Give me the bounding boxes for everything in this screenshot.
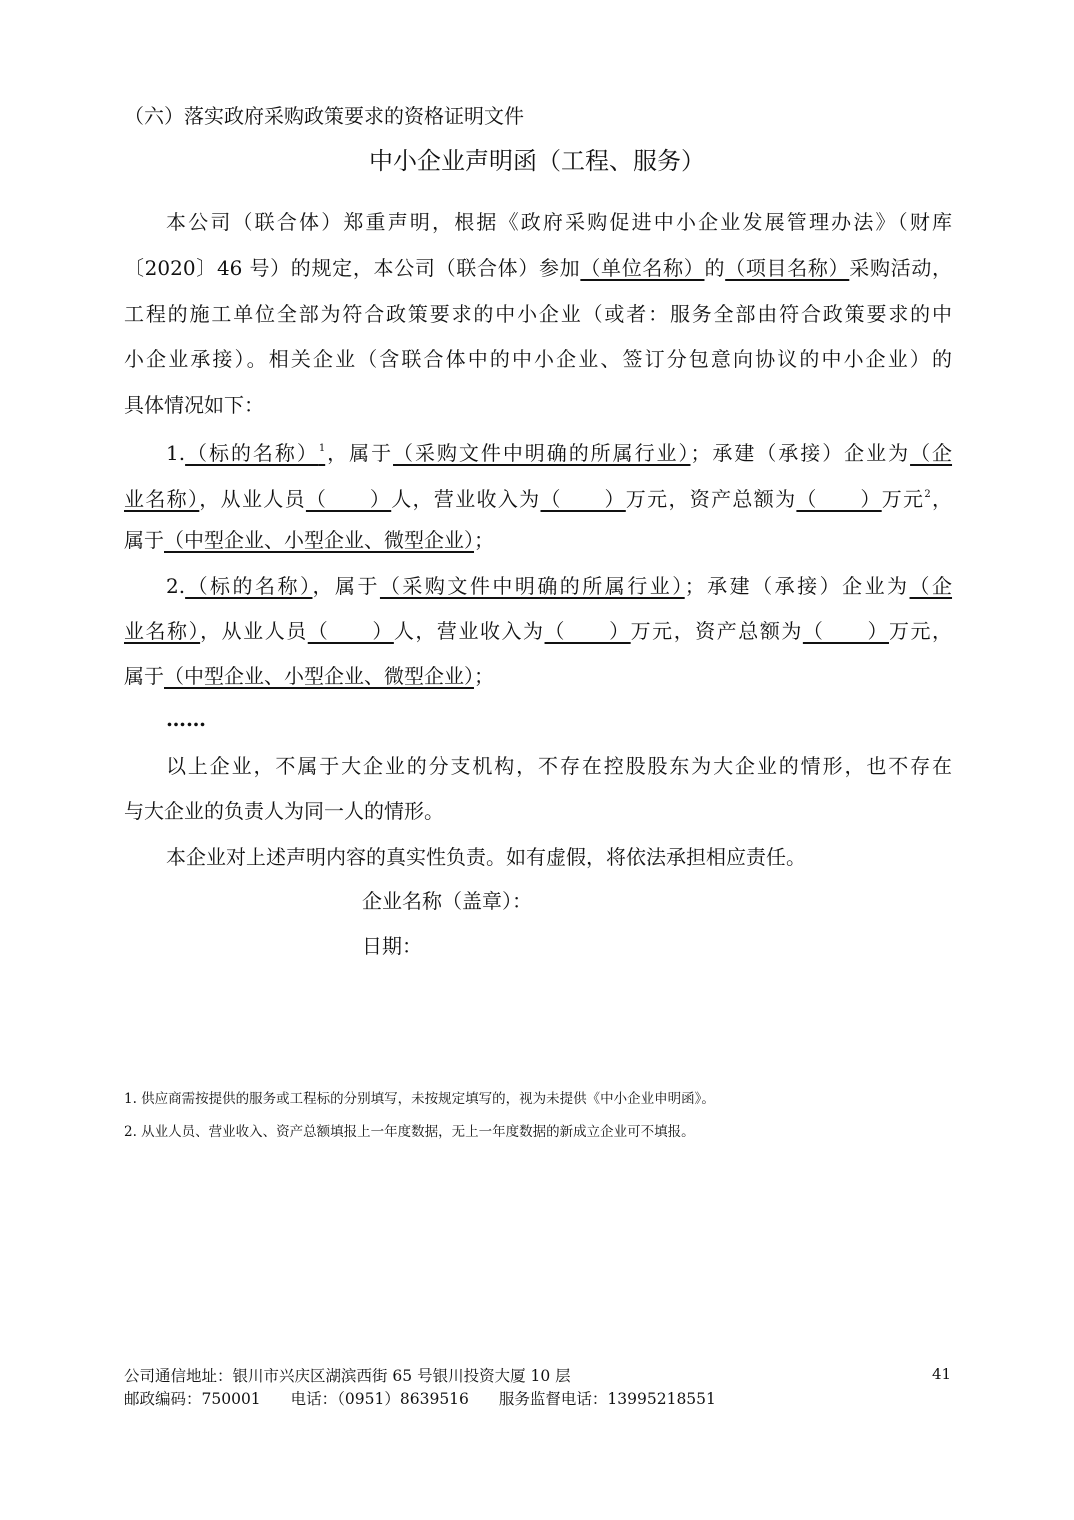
item-1-revenue-blank: （ ） — [540, 487, 626, 511]
footer-supervise-phone: 服务监督电话：13995218551 — [498, 1390, 716, 1408]
item-2-industry-blank: （采购文件中明确的所属行业） — [379, 574, 685, 598]
item-2-line-3: 属于（中型企业、小型企业、微型企业）； — [124, 664, 494, 688]
item-2-size-blank: （中型企业、小型企业、微型企业） — [164, 664, 474, 688]
footer-address: 公司通信地址：银川市兴庆区湖滨西街 65 号银川投资大厦 10 层 — [124, 1367, 571, 1385]
document-title: 中小企业声明函（工程、服务） — [369, 147, 705, 175]
intro-line-5: 具体情况如下： — [124, 393, 264, 417]
intro-line-3: 工程的施工单位全部为符合政策要求的中小企业（或者：服务全部由符合政策要求的中 — [124, 302, 952, 326]
intro-line-1: 本公司（联合体）郑重声明，根据《政府采购促进中小企业发展管理办法》（财库 — [166, 210, 952, 234]
item-1-assets-blank: （ ） — [796, 487, 882, 511]
para3: 本企业对上述声明内容的真实性负责。如有虚假，将依法承担相应责任。 — [166, 845, 806, 869]
item-2-revenue-blank: （ ） — [544, 619, 631, 643]
item-1-line-2: 业名称），从业人员（ ）人，营业收入为（ ）万元，资产总额为（ ）万元$^2$， — [124, 487, 953, 511]
unit-name-blank: （单位名称） — [580, 256, 705, 280]
date-label: 日期： — [362, 934, 422, 958]
para2-line-2: 与大企业的负责人为同一人的情形。 — [124, 799, 444, 823]
footnote-1: 1. 供应商需按提供的服务或工程标的分别填写，未按规定填写的，视为未提供《中小企业申明函》。 — [124, 1091, 715, 1107]
item-2-company-blank: 业名称） — [124, 619, 201, 643]
item-1-company-blank: 业名称） — [124, 487, 200, 511]
item-2-line-2: 业名称），从业人员（ ）人，营业收入为（ ）万元，资产总额为（ ）万元， — [124, 619, 953, 643]
item-1-industry-blank: （采购文件中明确的所属行业） — [393, 441, 691, 465]
item-1-size-blank: （中型企业、小型企业、微型企业） — [164, 528, 474, 552]
item-2-line-1: 2.（标的名称），属于（采购文件中明确的所属行业）；承建（承接）企业为（企 — [166, 574, 953, 598]
item-1-subject-blank: （标的名称）$^1$ — [185, 441, 326, 465]
project-name-blank: （项目名称） — [725, 256, 850, 280]
company-seal-label: 企业名称（盖章）： — [362, 889, 532, 913]
item-1-line-3: 属于（中型企业、小型企业、微型企业）； — [124, 528, 494, 552]
footer-phone: 电话：（0951）8639516 — [290, 1390, 469, 1408]
item-2-subject-blank: （标的名称） — [185, 574, 313, 598]
ellipsis: …… — [166, 707, 206, 731]
footer-postcode: 邮政编码：750001 — [124, 1390, 261, 1408]
para2-line-1: 以上企业，不属于大企业的分支机构，不存在控股股东为大企业的情形，也不存在 — [166, 754, 952, 778]
intro-line-4: 小企业承接）。相关企业（含联合体中的中小企业、签订分包意向协议的中小企业）的 — [124, 347, 952, 371]
item-1-line-1: 1.（标的名称）$^1$，属于（采购文件中明确的所属行业）；承建（承接）企业为（企 — [166, 441, 953, 465]
intro-line-2: 〔2020〕46 号）的规定，本公司（联合体）参加（单位名称）的（项目名称）采购活动， — [124, 256, 953, 280]
item-2-assets-blank: （ ） — [802, 619, 889, 643]
item-1-staff-blank: （ ） — [305, 487, 392, 511]
item-2-staff-blank: （ ） — [307, 619, 394, 643]
section-heading: （六）落实政府采购政策要求的资格证明文件 — [124, 104, 524, 128]
footnote-2: 2. 从业人员、营业收入、资产总额填报上一年度数据，无上一年度数据的新成立企业可不填报。 — [124, 1124, 695, 1140]
footer-contact-row — [124, 1389, 716, 1409]
page-number: 41 — [932, 1365, 952, 1383]
